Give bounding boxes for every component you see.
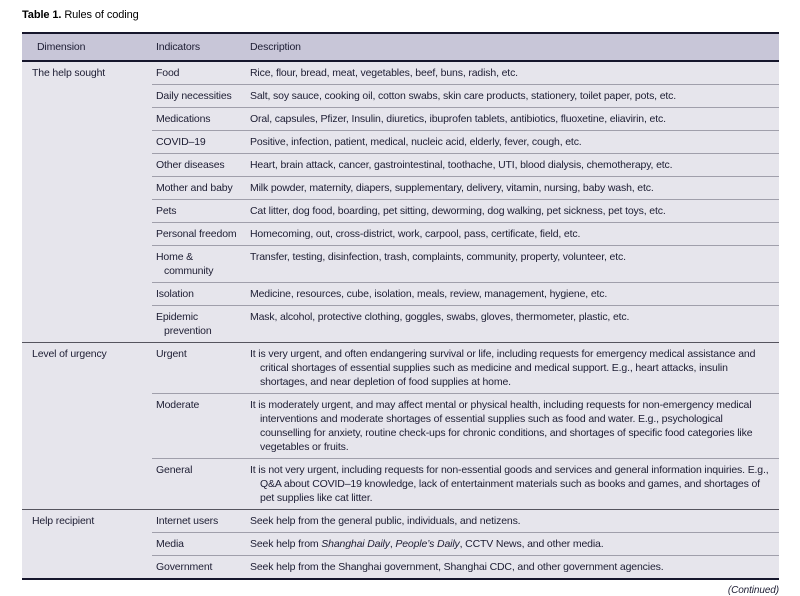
description-text: Heart, brain attack, cancer, gastrointestinal, toothache, UTI, blood dialysis, chemotherapy, etc. xyxy=(250,159,673,171)
table-row xyxy=(22,343,779,394)
description-text: Seek help from the Shanghai government, Shanghai CDC, and other government agencies. xyxy=(250,561,664,573)
description-text: It is very urgent, and often endangering survival or life, including requests for emergency medical assistance and critical shortages of essential supplies such as medicine and medical support. E.g., heart attacks, insulin shortages, and near depletion of food supplies at home. xyxy=(250,348,756,388)
description-text: Transfer, testing, disinfection, trash, complaints, community, property, volunteer, etc. xyxy=(250,251,626,263)
description-cell xyxy=(245,200,779,223)
dimension-cell: Level of urgency xyxy=(22,343,152,510)
description-text: Mask, alcohol, protective clothing, goggles, swabs, gloves, thermometer, plastic, etc. xyxy=(250,311,630,323)
column-header-description: Description xyxy=(245,33,779,61)
description-text: , xyxy=(389,538,396,550)
continued-note: (Continued) xyxy=(727,585,779,596)
table-caption xyxy=(22,9,779,21)
indicator-cell: Medications xyxy=(152,108,245,131)
indicator-cell: Personal freedom xyxy=(152,223,245,246)
description-cell xyxy=(245,85,779,108)
description-cell xyxy=(245,306,779,343)
table-head xyxy=(22,33,779,61)
description-cell xyxy=(245,510,779,533)
indicator-cell: Daily necessities xyxy=(152,85,245,108)
indicator-cell: Mother and baby xyxy=(152,177,245,200)
description-cell xyxy=(245,108,779,131)
description-cell xyxy=(245,154,779,177)
description-cell xyxy=(245,131,779,154)
description-text: Seek help from the general public, individuals, and netizens. xyxy=(250,515,521,527)
description-text: It is not very urgent, including requests for non-essential goods and services and general information inquiries. E.g., Q&A about COVID–19 knowledge, lack of entertainment materials such as books and games, and shortages of pet supplies like cat litter. xyxy=(250,464,769,504)
indicator-cell: General xyxy=(152,459,245,510)
table-row xyxy=(22,61,779,85)
indicator-cell: Epidemic prevention xyxy=(152,306,245,343)
description-cell xyxy=(245,343,779,394)
description-cell xyxy=(245,394,779,459)
description-cell xyxy=(245,61,779,85)
column-header-dimension: Dimension xyxy=(22,33,152,61)
table-caption-text: Rules of coding xyxy=(64,9,139,21)
description-text: Medicine, resources, cube, isolation, meals, review, management, hygiene, etc. xyxy=(250,288,608,300)
table-row xyxy=(22,510,779,533)
description-cell xyxy=(245,283,779,306)
publication-name: People’s Daily xyxy=(395,538,460,550)
table-body xyxy=(22,61,779,579)
description-cell xyxy=(245,246,779,283)
rules-of-coding-table xyxy=(22,32,779,580)
description-cell xyxy=(245,459,779,510)
description-text: Salt, soy sauce, cooking oil, cotton swabs, skin care products, stationery, toilet paper, pots, etc. xyxy=(250,90,677,102)
description-text: Positive, infection, patient, medical, nucleic acid, elderly, fever, cough, etc. xyxy=(250,136,582,148)
indicator-cell: Media xyxy=(152,533,245,556)
dimension-cell: The help sought xyxy=(22,61,152,343)
indicator-cell: Other diseases xyxy=(152,154,245,177)
description-cell xyxy=(245,177,779,200)
indicator-cell: Internet users xyxy=(152,510,245,533)
table-header-row xyxy=(22,33,779,61)
description-text: Seek help from xyxy=(250,538,322,550)
column-header-indicators: Indicators xyxy=(152,33,245,61)
indicator-cell: Food xyxy=(152,61,245,85)
table-number: Table 1. xyxy=(22,9,62,21)
description-text: , CCTV News, and other media. xyxy=(459,538,604,550)
description-text: Oral, capsules, Pfizer, Insulin, diuretics, ibuprofen tablets, antibiotics, fluoxetine, eliavirin, etc. xyxy=(250,113,666,125)
indicator-cell: COVID–19 xyxy=(152,131,245,154)
indicator-cell: Home & community xyxy=(152,246,245,283)
description-cell xyxy=(245,556,779,580)
publication-name: Shanghai Daily xyxy=(321,538,390,550)
description-text: It is moderately urgent, and may affect mental or physical health, including requests for non-emergency medical interventions and moderate shortages of essential supplies such as food and water. E.g., psychological counselling for anxiety, routine check-ups for chronic conditions, and shortages of specific food categories like vegetables or fruits. xyxy=(250,399,753,453)
description-cell xyxy=(245,223,779,246)
description-text: Milk powder, maternity, diapers, supplementary, delivery, vitamin, nursing, baby wash, etc. xyxy=(250,182,654,194)
indicator-cell: Isolation xyxy=(152,283,245,306)
description-cell xyxy=(245,533,779,556)
description-text: Homecoming, out, cross-district, work, carpool, pass, certificate, field, etc. xyxy=(250,228,581,240)
dimension-cell: Help recipient xyxy=(22,510,152,580)
description-text: Cat litter, dog food, boarding, pet sitting, deworming, dog walking, pet sickness, pet toys, etc. xyxy=(250,205,666,217)
indicator-cell: Pets xyxy=(152,200,245,223)
description-text: Rice, flour, bread, meat, vegetables, beef, buns, radish, etc. xyxy=(250,67,518,79)
indicator-cell: Moderate xyxy=(152,394,245,459)
indicator-cell: Government xyxy=(152,556,245,580)
indicator-cell: Urgent xyxy=(152,343,245,394)
